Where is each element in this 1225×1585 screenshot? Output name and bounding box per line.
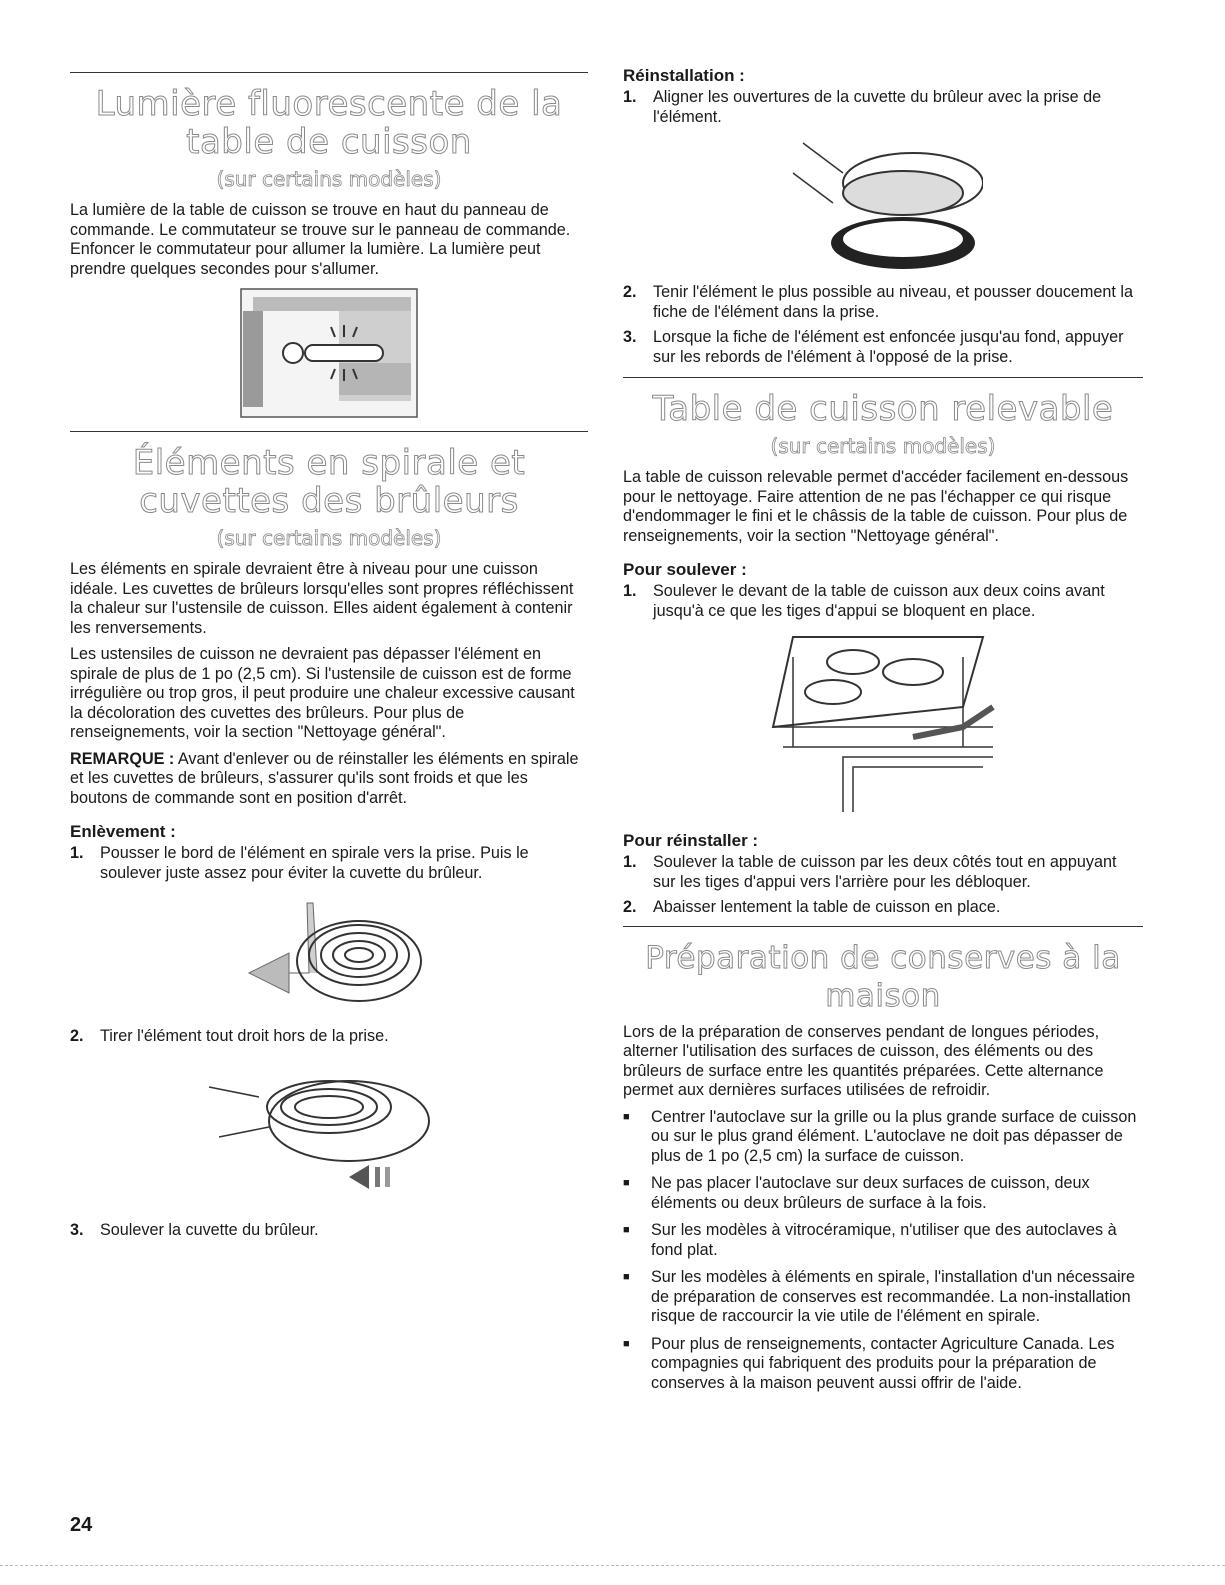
square-bullet-icon: ■: [623, 1271, 630, 1283]
step-item: [70, 844, 588, 883]
step-item: [623, 853, 1143, 892]
section-title-lift-up-cooktop: Table de cuisson relevable: [652, 389, 1114, 429]
step-text: Tenir l'élément le plus possible au niveau, et pousser doucement la fiche de l'élément dans la prise.: [653, 283, 1134, 321]
paragraph-lift-up: La table de cuisson relevable permet d'accéder facilement en-dessous pour le nettoyage. Faire attention de ne pas l'échapper ce qui risque d'endommager le fini et le châssis de la table de cuisson. Pour plus de renseignements, voir la section "Nettoyage général".: [623, 468, 1129, 545]
step-number: 1.: [70, 844, 84, 862]
section-subtitle: (sur certains modèles): [216, 167, 442, 191]
step-text: Tirer l'élément tout droit hors de la prise.: [100, 1027, 389, 1045]
step-text: Aligner les ouvertures de la cuvette du brûleur avec la prise de l'élément.: [653, 88, 1102, 126]
page-edge-divider: [0, 1565, 1225, 1566]
coil-push-illustration: [229, 893, 429, 1013]
step-text: Soulever le devant de la table de cuisson aux deux coins avant jusqu'à ce que les tiges d'appui se bloquent en place.: [653, 582, 1105, 620]
note-label: REMARQUE :: [70, 749, 175, 768]
list-item: [623, 1174, 1143, 1213]
figure-push-coil: [70, 893, 588, 1013]
step-number: 1.: [623, 88, 637, 106]
section-divider: [623, 926, 1143, 927]
list-item: [623, 1108, 1143, 1167]
section-divider: [623, 377, 1143, 378]
step-text: Abaisser lentement la table de cuisson en place.: [653, 898, 1001, 916]
paragraph-cooktop-light: La lumière de la table de cuisson se trouve en haut du panneau de commande. Le commutateur se trouve sur le panneau de commande. Enfoncer le commutateur pour allumer la lumière. La lumière peut prendre quelques secondes pour s'allumer.: [70, 201, 571, 278]
step-item: [70, 1221, 588, 1241]
section-title-coil-elements: Éléments en spirale et cuvettes des brûleurs: [132, 443, 526, 521]
paragraph-coil-level: Les éléments en spirale devraient être à niveau pour une cuisson idéale. Les cuvettes de brûleurs lorsqu'elles sont propres réfléchissent la chaleur sur l'ustensile de cuisson. Elles aident également à contenir les renversements.: [70, 560, 574, 637]
square-bullet-icon: ■: [623, 1337, 630, 1350]
light-switch-illustration: [239, 287, 419, 419]
burner-pan-illustration: [783, 133, 983, 273]
step-number: 2.: [70, 1027, 84, 1045]
figure-pull-coil: [70, 1057, 588, 1207]
paragraph-cookware-size: Les ustensiles de cuisson ne devraient pas dépasser l'élément en spirale de plus de 1 po (2,5 cm). Si l'ustensile de cuisson est de forme irrégulière ou trop gros, il peut produire une chaleur excessive causant la décoloration des cuvettes des brûleurs. Pour plus de renseignements, voir la section "Nettoyage général".: [70, 645, 575, 741]
figure-light-switch: [70, 287, 588, 419]
bullet-text: Sur les modèles à éléments en spirale, l'installation d'un nécessaire de préparation de conserves est recommandée. La non-installation risque de raccourcir la vie utile de l'élément en spirale.: [651, 1268, 1135, 1325]
square-bullet-icon: ■: [623, 1177, 630, 1189]
section-subtitle: (sur certains modèles): [770, 434, 996, 458]
section-title-cooktop-light: Lumière fluorescente de la table de cuisson: [95, 84, 563, 162]
note-paragraph: [70, 750, 588, 809]
step-item: [623, 582, 1143, 621]
figure-align-pan: [623, 133, 1143, 273]
step-number: 1.: [623, 582, 637, 600]
section-title-home-canning: Préparation de conserves à la maison: [645, 939, 1121, 1014]
note-text: Avant d'enlever ou de réinstaller les éléments en spirale et les cuvettes de brûleurs, s'assurer qu'ils sont froids et que les boutons de commande sont en position d'arrêt.: [70, 749, 579, 807]
paragraph-home-canning: Lors de la préparation de conserves pendant de longues périodes, alterner l'utilisation des surfaces de cuisson, des éléments ou des brûleurs de surface entre les quantités préparées. Cette alternance permet aux dernières surfaces utilisées de refroidir.: [623, 1022, 1104, 1099]
section-subtitle: (sur certains modèles): [216, 526, 442, 550]
step-text: Soulever la table de cuisson par les deux côtés tout en appuyant sur les tiges d'appui vers l'arrière pour les débloquer.: [653, 853, 1117, 891]
square-bullet-icon: ■: [623, 1224, 630, 1236]
bullet-text: Sur les modèles à vitrocéramique, n'utiliser que des autoclaves à fond plat.: [651, 1221, 1117, 1259]
heading-reinstallation: Réinstallation :: [623, 66, 745, 85]
step-text: Soulever la cuvette du brûleur.: [100, 1220, 319, 1239]
section-divider: [70, 72, 588, 73]
step-item: [623, 88, 1143, 127]
coil-pull-illustration: [199, 1057, 459, 1207]
step-item: [623, 898, 1143, 918]
step-number: 1.: [623, 853, 637, 871]
heading-to-reinstall: Pour réinstaller :: [623, 831, 759, 850]
step-number: 2.: [623, 283, 637, 301]
step-text: Pousser le bord de l'élément en spirale vers la prise. Puis le soulever juste assez pour éviter la cuvette du brûleur.: [100, 844, 529, 882]
bullet-text: Pour plus de renseignements, contacter Agriculture Canada. Les compagnies qui fabriquent des produits pour la préparation de conserves à la maison peuvent aussi offrir de l'aide.: [651, 1334, 1115, 1392]
bullet-text: Centrer l'autoclave sur la grille ou la plus grande surface de cuisson ou sur le plus grand élément. L'autoclave ne doit pas dépasser de plus de 1 po (2,5 cm) la surface de cuisson.: [651, 1107, 1137, 1165]
right-column: [623, 66, 1143, 1401]
lift-cooktop-illustration: [763, 627, 1003, 817]
heading-removal: Enlèvement :: [70, 822, 176, 841]
step-number: 2.: [623, 898, 637, 916]
section-divider: [70, 431, 588, 432]
step-number: 3.: [70, 1220, 84, 1239]
step-item: [623, 283, 1143, 322]
list-item: [623, 1335, 1143, 1394]
figure-lift-cooktop: [623, 627, 1143, 817]
square-bullet-icon: ■: [623, 1110, 630, 1123]
left-column: [70, 62, 588, 1246]
list-item: [623, 1221, 1143, 1260]
step-item: [70, 1027, 588, 1047]
step-number: 3.: [623, 328, 637, 346]
list-item: [623, 1268, 1143, 1327]
step-item: [623, 328, 1143, 367]
heading-to-lift: Pour soulever :: [623, 560, 747, 579]
step-text: Lorsque la fiche de l'élément est enfoncée jusqu'au fond, appuyer sur les rebords de l'élément à l'opposé de la prise.: [653, 328, 1124, 366]
bullet-text: Ne pas placer l'autoclave sur deux surfaces de cuisson, deux éléments ou deux brûleurs de surface à la fois.: [651, 1174, 1090, 1212]
page-number: 24: [70, 1514, 93, 1536]
